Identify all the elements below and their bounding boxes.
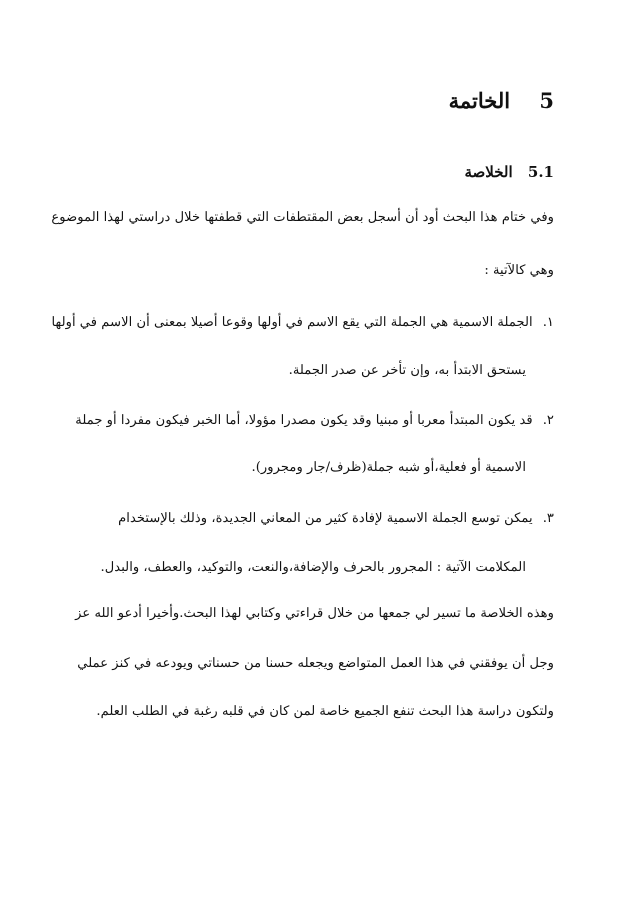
intro-line-1: وفي ختام هذا البحث أود أن أسجل بعض المقتطفات التي قطفتها خلال دراستي لهذا الموضوع: [51, 210, 554, 225]
closing-line-1: وهذه الخلاصة ما تسير لي جمعها من خلال قراءتي وكتابي لهذا البحث.وأخيرا أدعو الله عز: [75, 606, 554, 621]
chapter-heading: [80, 88, 554, 113]
list-item-3-continuation: المكلامت الآتية : المجرور بالحرف والإضافة،والنعت، والتوكيد، والعطف، والبدل.: [100, 560, 526, 575]
list-item-2: [75, 411, 554, 431]
section-number: 5.1: [527, 163, 554, 181]
chapter-title: الخاتمة: [448, 88, 511, 113]
list-item-2-continuation: الاسمية أو فعلية،أو شبه جملة(ظرف/جار ومجرور).: [251, 460, 526, 475]
list-item-1: [51, 313, 554, 333]
chapter-number: 5: [539, 88, 554, 113]
list-item-text: يمكن توسع الجملة الاسمية لإفادة كثير من المعاني الجديدة، وذلك بالإستخدام: [118, 511, 533, 526]
list-item-marker: ٢.: [542, 413, 554, 428]
section-title: الخلاصة: [464, 163, 513, 181]
list-item-text: قد يكون المبتدأ معربا أو مبنيا وقد يكون مصدرا مؤولا، أما الخبر فيكون مفردا أو جملة: [75, 413, 533, 428]
intro-line-2: وهي كالآتية :: [484, 263, 554, 278]
section-heading: [80, 163, 554, 181]
closing-line-3: ولتكون دراسة هذا البحث تنفع الجميع خاصة لمن كان في قلبه رغبة في الطلب العلم.: [96, 704, 554, 719]
list-item-3: [80, 509, 554, 529]
list-item-marker: ٣.: [542, 511, 554, 526]
list-item-1-continuation: يستحق الابتدأ به، وإن تأخر عن صدر الجملة.: [288, 363, 526, 378]
list-item-marker: ١.: [542, 315, 554, 330]
closing-line-2: وجل أن يوفقني في هذا العمل المتواضع ويجعله حسنا من حسناتي ويودعه في كنز عملي: [77, 656, 554, 671]
list-item-text: الجملة الاسمية هي الجملة التي يقع الاسم في أولها وقوعا أصيلا بمعنى أن الاسم في أولها: [51, 315, 533, 330]
